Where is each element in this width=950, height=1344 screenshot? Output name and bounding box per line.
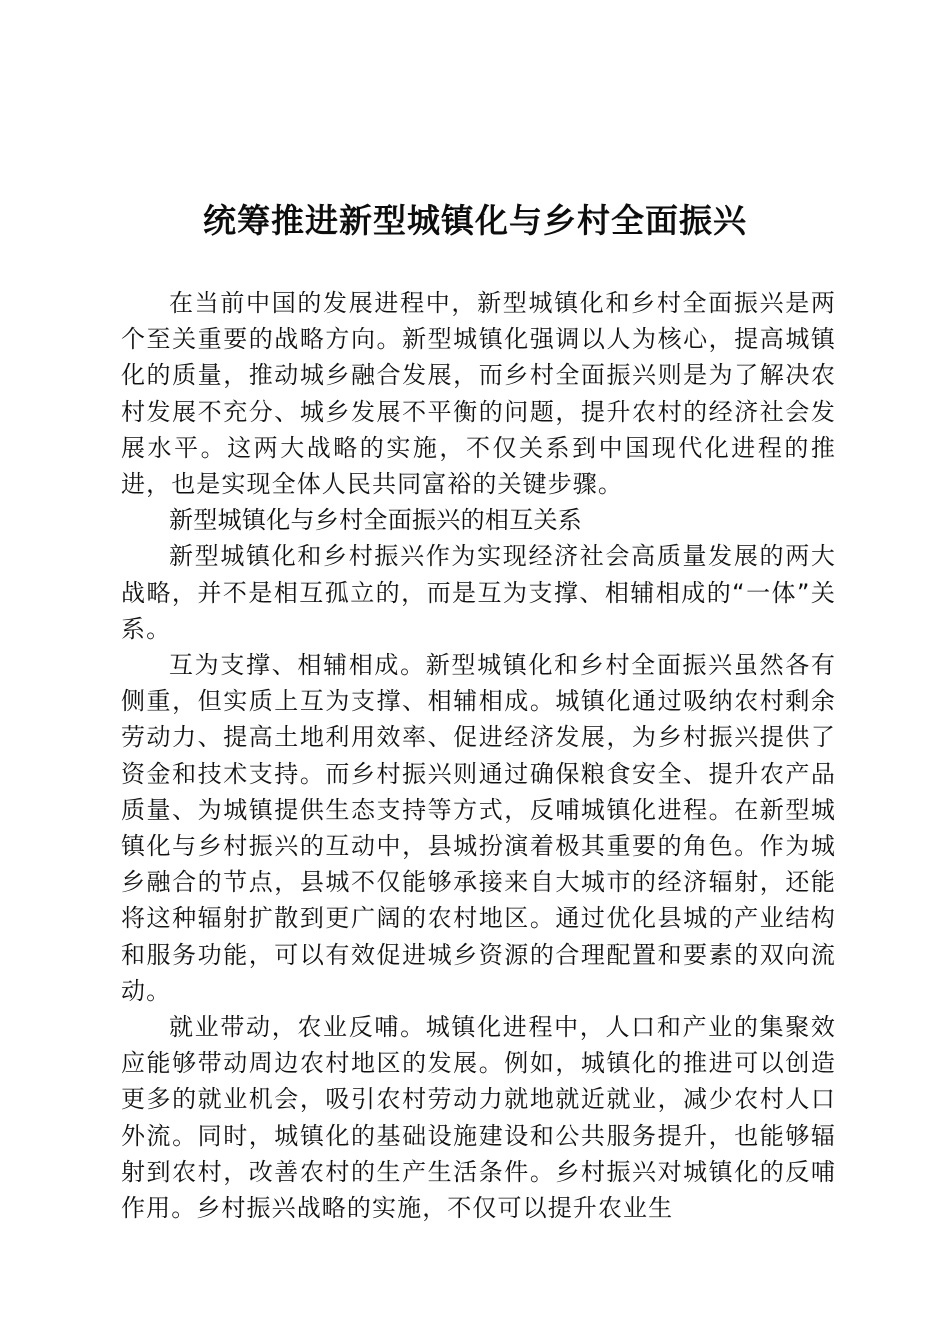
- document-body: [121, 285, 836, 1226]
- document-title: 统筹推进新型城镇化与乡村全面振兴: [203, 201, 747, 240]
- employment-paragraph: 就业带动，农业反哺。城镇化进程中，人口和产业的集聚效应能够带动周边农村地区的发展。例如，城镇化的推进可以创造更多的就业机会，吸引农村劳动力就地就近就业，减少农村人口外流。同时，城镇化的基础设施建设和公共服务提升，也能够辐射到农村，改善农村的生产生活条件。乡村振兴对城镇化的反哺作用。乡村振兴战略的实施，不仅可以提升农业生: [121, 1013, 836, 1223]
- section-heading: 新型城镇化与乡村全面振兴的相互关系: [169, 506, 583, 535]
- mutual-support-paragraph: 互为支撑、相辅相成。新型城镇化和乡村全面振兴虽然各有侧重，但实质上互为支撑、相辅相成。城镇化通过吸纳农村剩余劳动力、提高土地利用效率、促进经济发展，为乡村振兴提供了资金和技术支持。而乡村振兴则通过确保粮食安全、提升农产品质量、为城镇提供生态支持等方式，反哺城镇化进程。在新型城镇化与乡村振兴的互动中，县城扮演着极其重要的角色。作为城乡融合的节点，县城不仅能够承接来自大城市的经济辐射，还能将这种辐射扩散到更广阔的农村地区。通过优化县城的产业结构和服务功能，可以有效促进城乡资源的合理配置和要素的双向流动。: [121, 651, 836, 1005]
- intro-paragraph: 在当前中国的发展进程中，新型城镇化和乡村全面振兴是两个至关重要的战略方向。新型城镇化强调以人为核心，提高城镇化的质量，推动城乡融合发展，而乡村全面振兴则是为了解决农村发展不充分、城乡发展不平衡的问题，提升农村的经济社会发展水平。这两大战略的实施，不仅关系到中国现代化进程的推进，也是实现全体人民共同富裕的关键步骤。: [121, 289, 836, 499]
- relation-paragraph: 新型城镇化和乡村振兴作为实现经济社会高质量发展的两大战略，并不是相互孤立的，而是互为支撑、相辅相成的“一体”关系。: [121, 542, 836, 643]
